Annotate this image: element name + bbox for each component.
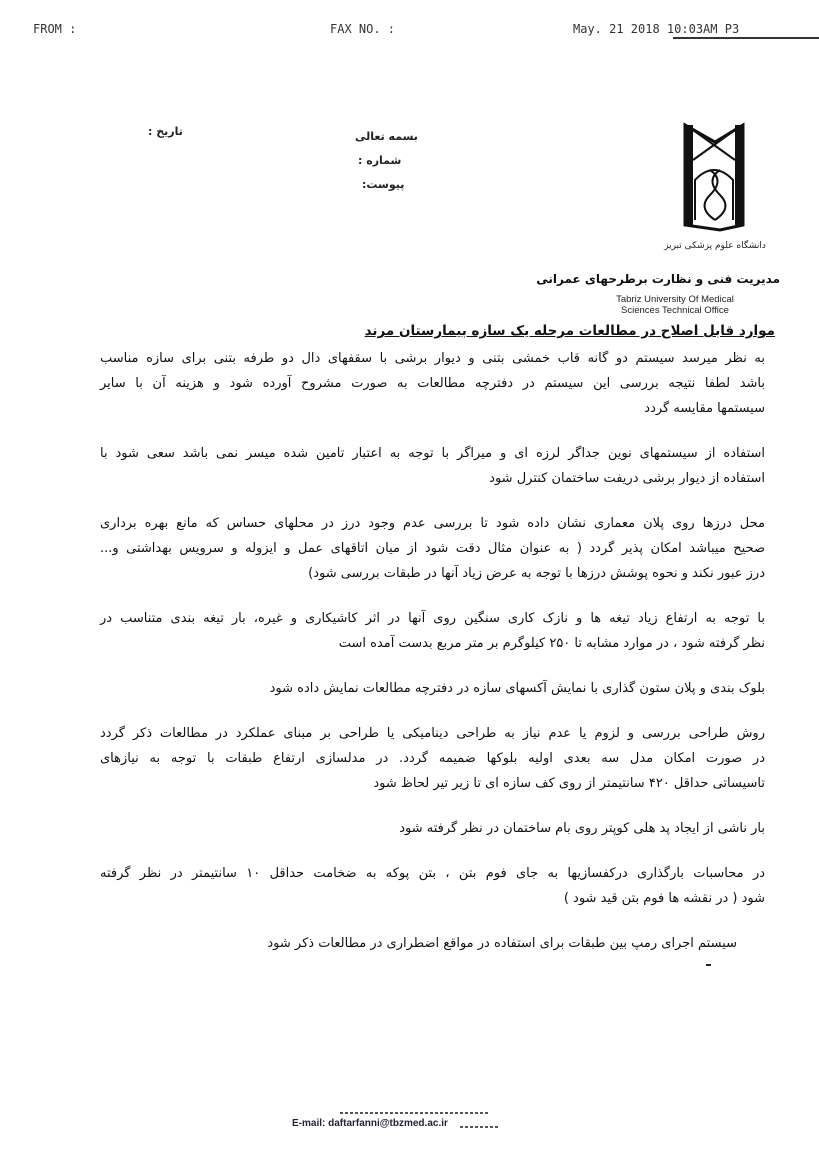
paragraph-1 bbox=[100, 346, 765, 421]
paragraph-3-line-1: محل درزها روی پلان معماری نشان داده شود تا بررسی عدم وجود درز در محلهای حساس که مانع بهره برداری bbox=[100, 516, 765, 531]
paragraph-5 bbox=[100, 676, 765, 701]
fax-underline bbox=[673, 37, 819, 39]
paragraph-4-line-2: نظر گرفته شود ، در موارد مشابه تا ۲۵۰ کیلوگرم بر متر مربع بدست آمده است bbox=[338, 636, 765, 651]
paragraph-6-line-1: روش طراحی بررسی و لزوم یا عدم نیاز به طراحی دینامیکی یا طراحی بر مبنای عملکرد در مطالعات ذکر گردد bbox=[100, 726, 765, 741]
paragraph-2-line-2: استفاده از دیوار برشی دریفت ساختمان کنترل شود bbox=[489, 471, 765, 486]
paragraph-3 bbox=[100, 511, 765, 586]
paragraph-6-line-2: در صورت امکان مدل سه بعدی اولیه بلوکها ضمیمه گردد. در مدلسازی ارتفاع طبقات با توجه به نیازهای bbox=[100, 751, 765, 766]
stray-mark bbox=[706, 964, 711, 966]
org-name-english bbox=[585, 294, 765, 316]
footer-email: E-mail: daftarfanni@tbzmed.ac.ir bbox=[292, 1118, 448, 1129]
footer-dotted-line bbox=[340, 1112, 490, 1114]
paragraph-9 bbox=[100, 931, 737, 956]
bismillah: بسمه تعالی bbox=[355, 130, 418, 143]
paragraph-2 bbox=[100, 441, 765, 491]
paragraph-1-line-2: باشد لطفا نتیجه بررسی این سیستم در دفترچه مطالعات به صورت مشروح آورده شود و هزینه آن با سایر bbox=[100, 376, 765, 391]
paragraph-7-line-1: بار ناشی از ایجاد پد هلی کوپتر روی بام ساختمان در نظر گرفته شود bbox=[399, 821, 765, 836]
document-title: موارد قابل اصلاح در مطالعات مرحله یک سازه بیمارستان مرند bbox=[364, 323, 775, 339]
paragraph-3-line-3: درز عبور نکند و نحوه پوشش درزها با توجه به عرض زیاد آنها در طبقات بررسی شود) bbox=[308, 566, 765, 581]
attachment-label: پیوست: bbox=[362, 178, 405, 191]
org-en-line-1: Tabriz University Of Medical bbox=[616, 294, 734, 305]
body-text bbox=[100, 346, 765, 966]
paragraph-8 bbox=[100, 861, 765, 911]
logo-caption: دانشگاه علوم پزشکی تبریز bbox=[664, 241, 766, 251]
paragraph-5-line-1: بلوک بندی و پلان ستون گذاری با نمایش آکسهای سازه در دفترچه مطالعات نمایش داده شود bbox=[269, 681, 765, 696]
paragraph-2-line-1: استفاده از سیستمهای نوین جداگر لرزه ای و میراگر با توجه به اعتبار تامین شده میسر نمی باشد سعی شود با bbox=[100, 446, 765, 461]
paragraph-1-line-3: سیستمها مقایسه گردد bbox=[644, 401, 765, 416]
footer-dotted-line-2 bbox=[460, 1126, 500, 1128]
fax-timestamp: May. 21 2018 10:03AM P3 bbox=[573, 22, 740, 36]
date-label: تاریخ : bbox=[148, 125, 183, 138]
org-name: مدیریت فنی و نظارت برطرحهای عمرانی bbox=[536, 272, 780, 286]
paragraph-3-line-2: صحیح میباشد امکان پذیر گردد ( به عنوان مثال دقت شود از میان اتاقهای عمل و ایزوله و سرویس بهداشتی و... bbox=[100, 541, 765, 556]
paragraph-1-line-1: به نظر میرسد سیستم دو گانه قاب خمشی بتنی و دیوار برشی با سقفهای دال دو طرفه بتنی برای سازه مناسب bbox=[100, 351, 765, 366]
fax-number: FAX NO. : bbox=[330, 22, 396, 36]
org-en-line-2: Sciences Technical Office bbox=[621, 305, 729, 316]
paragraph-9-line-1: سیستم اجرای رمپ بین طبقات برای استفاده در مواقع اضطراری در مطالعات ذکر شود bbox=[267, 936, 737, 951]
paragraph-8-line-2: شود ( در نقشه ها فوم بتن قید شود ) bbox=[563, 891, 765, 906]
paragraph-8-line-1: در محاسبات بارگذاری درکفسازیها به جای فوم بتن ، بتن پوکه به ضخامت حداقل ۱۰ سانتیمتر در نظر گرفته bbox=[100, 866, 766, 881]
paragraph-7 bbox=[100, 816, 765, 841]
university-logo bbox=[545, 120, 766, 265]
paragraph-4-line-1: با توجه به ارتفاع زیاد تیغه ها و نازک کاری سنگین روی آنها در اثر کاشیکاری و غیره، بار تیغه بندی متناسب در bbox=[100, 611, 765, 626]
paragraph-4 bbox=[100, 606, 765, 656]
paragraph-6-line-3: تاسیساتی حداقل ۴۲۰ سانتیمتر از روی کف سازه ای تا زیر تیر لحاظ شود bbox=[373, 776, 765, 791]
number-label: شماره : bbox=[358, 154, 402, 167]
paragraph-6 bbox=[100, 721, 765, 796]
fax-from: FROM : bbox=[33, 22, 77, 36]
